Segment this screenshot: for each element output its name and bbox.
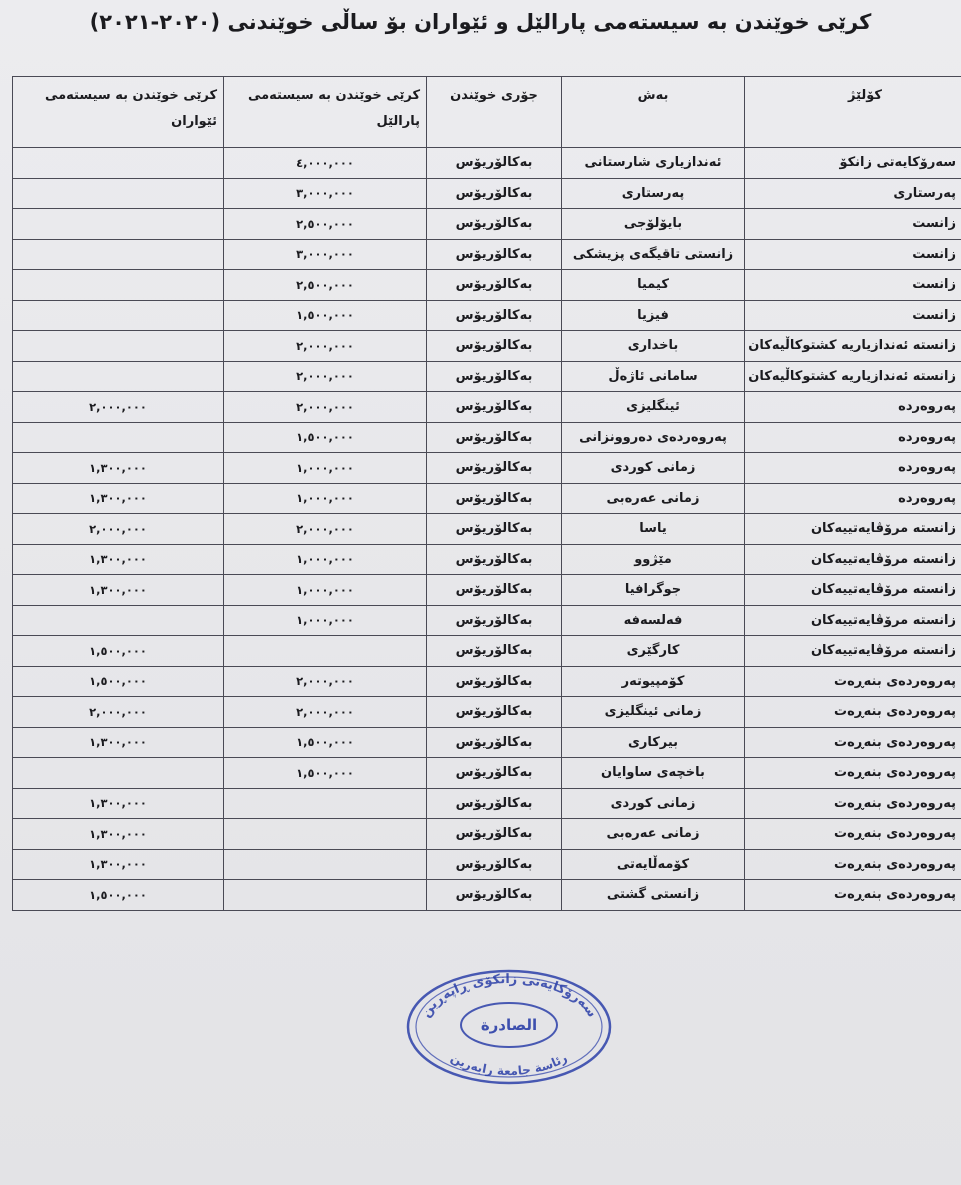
- table-row: [13, 514, 961, 545]
- table-row: [13, 331, 961, 362]
- table-row: [13, 483, 961, 514]
- cell-department: زمانی عەرەبی: [562, 483, 745, 514]
- table-row: [13, 544, 961, 575]
- page-title: کرێی خوێندن بە سیستەمی پارالێل و ئێواران بۆ ساڵی خوێندنی (٢٠٢٠-٢٠٢١): [89, 10, 872, 34]
- cell-evening-fee: ٢,٠٠٠,٠٠٠: [13, 514, 224, 545]
- stamp-top-text: سەرۆکایەتی زانکۆی ڕاپەڕین: [418, 971, 600, 1021]
- svg-text:سەرۆکایەتی زانکۆی ڕاپەڕین: [419, 972, 600, 1020]
- cell-parallel-fee: ١,٥٠٠,٠٠٠: [224, 758, 427, 789]
- stamp-center-text: الصادرة: [480, 1016, 538, 1034]
- cell-evening-fee: [13, 270, 224, 301]
- cell-study-type: بەکالۆریۆس: [427, 788, 562, 819]
- cell-college: زانست: [745, 209, 961, 240]
- cell-parallel-fee: ٢,٥٠٠,٠٠٠: [224, 209, 427, 240]
- cell-study-type: بەکالۆریۆس: [427, 239, 562, 270]
- svg-text:رئاسة جامعة رابەرین: [448, 1050, 569, 1078]
- cell-study-type: بەکالۆریۆس: [427, 148, 562, 179]
- cell-study-type: بەکالۆریۆس: [427, 697, 562, 728]
- cell-department: زمانی ئینگلیزی: [562, 697, 745, 728]
- cell-parallel-fee: [224, 788, 427, 819]
- cell-study-type: بەکالۆریۆس: [427, 178, 562, 209]
- table-row: [13, 636, 961, 667]
- cell-study-type: بەکالۆریۆس: [427, 758, 562, 789]
- cell-evening-fee: ١,٣٠٠,٠٠٠: [13, 849, 224, 880]
- cell-college: پەروەردەی بنەڕەت: [745, 666, 961, 697]
- cell-college: زانستە مرۆڤایەتییەکان: [745, 514, 961, 545]
- cell-college: زانست: [745, 239, 961, 270]
- cell-college: پەروەردە: [745, 453, 961, 484]
- cell-evening-fee: ٢,٠٠٠,٠٠٠: [13, 392, 224, 423]
- table-row: [13, 392, 961, 423]
- cell-college: پەروەردەی بنەڕەت: [745, 727, 961, 758]
- fees-table: [12, 76, 961, 911]
- cell-department: فیزیا: [562, 300, 745, 331]
- cell-department: کۆمپیوتەر: [562, 666, 745, 697]
- cell-evening-fee: [13, 209, 224, 240]
- cell-evening-fee: ١,٣٠٠,٠٠٠: [13, 819, 224, 850]
- cell-evening-fee: [13, 361, 224, 392]
- cell-department: بایۆلۆجی: [562, 209, 745, 240]
- cell-parallel-fee: ١,٥٠٠,٠٠٠: [224, 422, 427, 453]
- cell-parallel-fee: ٢,٠٠٠,٠٠٠: [224, 331, 427, 362]
- table-row: [13, 880, 961, 911]
- cell-parallel-fee: ١,٠٠٠,٠٠٠: [224, 483, 427, 514]
- cell-study-type: بەکالۆریۆس: [427, 300, 562, 331]
- cell-parallel-fee: ١,٠٠٠,٠٠٠: [224, 544, 427, 575]
- cell-parallel-fee: ١,٠٠٠,٠٠٠: [224, 575, 427, 606]
- cell-department: یاسا: [562, 514, 745, 545]
- cell-study-type: بەکالۆریۆس: [427, 270, 562, 301]
- cell-evening-fee: [13, 178, 224, 209]
- cell-study-type: بەکالۆریۆس: [427, 727, 562, 758]
- cell-department: پەروەردەی دەروونزانی: [562, 422, 745, 453]
- cell-evening-fee: ١,٥٠٠,٠٠٠: [13, 636, 224, 667]
- cell-department: سامانی ئاژەڵ: [562, 361, 745, 392]
- cell-department: زانستی گشتی: [562, 880, 745, 911]
- cell-parallel-fee: ١,٠٠٠,٠٠٠: [224, 453, 427, 484]
- cell-college: پەروەردەی بنەڕەت: [745, 788, 961, 819]
- cell-evening-fee: ١,٥٠٠,٠٠٠: [13, 880, 224, 911]
- table-row: [13, 697, 961, 728]
- cell-college: زانستە مرۆڤایەتییەکان: [745, 636, 961, 667]
- cell-parallel-fee: [224, 849, 427, 880]
- cell-study-type: بەکالۆریۆس: [427, 575, 562, 606]
- cell-college: پەروەردە: [745, 422, 961, 453]
- table-row: [13, 758, 961, 789]
- cell-evening-fee: [13, 300, 224, 331]
- cell-parallel-fee: ٢,٠٠٠,٠٠٠: [224, 361, 427, 392]
- cell-study-type: بەکالۆریۆس: [427, 819, 562, 850]
- cell-department: باخچەی ساوایان: [562, 758, 745, 789]
- cell-evening-fee: [13, 239, 224, 270]
- cell-study-type: بەکالۆریۆس: [427, 636, 562, 667]
- cell-evening-fee: ١,٣٠٠,٠٠٠: [13, 544, 224, 575]
- table-row: [13, 605, 961, 636]
- table-header-row: [13, 77, 961, 148]
- cell-parallel-fee: ٢,٠٠٠,٠٠٠: [224, 697, 427, 728]
- table-row: [13, 422, 961, 453]
- cell-parallel-fee: ٤,٠٠٠,٠٠٠: [224, 148, 427, 179]
- cell-parallel-fee: [224, 636, 427, 667]
- cell-college: سەرۆکایەتی زانکۆ: [745, 148, 961, 179]
- cell-college: زانستە ئەندازیاریە کشتوکاڵیەکان: [745, 361, 961, 392]
- cell-study-type: بەکالۆریۆس: [427, 209, 562, 240]
- table-row: [13, 788, 961, 819]
- table-row: [13, 300, 961, 331]
- header-department: بەش: [562, 77, 745, 148]
- cell-study-type: بەکالۆریۆس: [427, 422, 562, 453]
- cell-college: زانستە مرۆڤایەتییەکان: [745, 575, 961, 606]
- cell-study-type: بەکالۆریۆس: [427, 392, 562, 423]
- table-row: [13, 849, 961, 880]
- cell-department: زمانی کوردی: [562, 788, 745, 819]
- cell-parallel-fee: ١,٥٠٠,٠٠٠: [224, 300, 427, 331]
- cell-college: پەروەردە: [745, 392, 961, 423]
- table-row: [13, 575, 961, 606]
- header-parallel-fee: کرێی خوێندن بە سیستەمی پارالێل: [224, 77, 427, 148]
- cell-department: باخداری: [562, 331, 745, 362]
- cell-evening-fee: ٢,٠٠٠,٠٠٠: [13, 697, 224, 728]
- cell-college: پەروەردەی بنەڕەت: [745, 697, 961, 728]
- cell-parallel-fee: ١,٥٠٠,٠٠٠: [224, 727, 427, 758]
- cell-evening-fee: [13, 331, 224, 362]
- cell-parallel-fee: ٣,٠٠٠,٠٠٠: [224, 178, 427, 209]
- cell-parallel-fee: ٣,٠٠٠,٠٠٠: [224, 239, 427, 270]
- header-study-type: جۆری خوێندن: [427, 77, 562, 148]
- cell-department: زانستی تاقیگەی پزیشکی: [562, 239, 745, 270]
- cell-study-type: بەکالۆریۆس: [427, 544, 562, 575]
- cell-study-type: بەکالۆریۆس: [427, 849, 562, 880]
- cell-study-type: بەکالۆریۆس: [427, 453, 562, 484]
- cell-college: پەرستاری: [745, 178, 961, 209]
- cell-department: کیمیا: [562, 270, 745, 301]
- cell-college: زانست: [745, 300, 961, 331]
- cell-college: پەروەردەی بنەڕەت: [745, 819, 961, 850]
- cell-study-type: بەکالۆریۆس: [427, 605, 562, 636]
- cell-department: ئینگلیزی: [562, 392, 745, 423]
- stamp-bottom-text: رئاسة جامعة رابەرین: [448, 1050, 570, 1079]
- cell-college: پەروەردەی بنەڕەت: [745, 880, 961, 911]
- cell-college: زانستە ئەندازیاریە کشتوکاڵیەکان: [745, 331, 961, 362]
- cell-evening-fee: ١,٣٠٠,٠٠٠: [13, 727, 224, 758]
- table-row: [13, 819, 961, 850]
- table-row: [13, 727, 961, 758]
- table-row: [13, 666, 961, 697]
- cell-department: زمانی عەرەبی: [562, 819, 745, 850]
- cell-college: زانست: [745, 270, 961, 301]
- cell-parallel-fee: [224, 819, 427, 850]
- cell-evening-fee: [13, 422, 224, 453]
- cell-evening-fee: ١,٣٠٠,٠٠٠: [13, 575, 224, 606]
- cell-college: زانستە مرۆڤایەتییەکان: [745, 544, 961, 575]
- cell-department: جوگرافیا: [562, 575, 745, 606]
- cell-department: فەلسەفە: [562, 605, 745, 636]
- cell-evening-fee: [13, 148, 224, 179]
- cell-department: زمانی کوردی: [562, 453, 745, 484]
- table-row: [13, 148, 961, 179]
- cell-parallel-fee: ٢,٠٠٠,٠٠٠: [224, 666, 427, 697]
- cell-evening-fee: [13, 758, 224, 789]
- cell-department: کۆمەڵایەتی: [562, 849, 745, 880]
- cell-college: پەروەردە: [745, 483, 961, 514]
- cell-department: مێژوو: [562, 544, 745, 575]
- cell-study-type: بەکالۆریۆس: [427, 483, 562, 514]
- cell-parallel-fee: ٢,٥٠٠,٠٠٠: [224, 270, 427, 301]
- cell-evening-fee: ١,٣٠٠,٠٠٠: [13, 483, 224, 514]
- cell-department: کارگێری: [562, 636, 745, 667]
- table-row: [13, 178, 961, 209]
- table-row: [13, 209, 961, 240]
- table-row: [13, 239, 961, 270]
- table-row: [13, 453, 961, 484]
- cell-parallel-fee: ٢,٠٠٠,٠٠٠: [224, 514, 427, 545]
- cell-evening-fee: ١,٣٠٠,٠٠٠: [13, 453, 224, 484]
- header-evening-fee: کرێی خوێندن بە سیستەمی ئێواران: [13, 77, 224, 148]
- cell-college: زانستە مرۆڤایەتییەکان: [745, 605, 961, 636]
- cell-parallel-fee: ٢,٠٠٠,٠٠٠: [224, 392, 427, 423]
- cell-college: پەروەردەی بنەڕەت: [745, 758, 961, 789]
- cell-department: بیرکاری: [562, 727, 745, 758]
- cell-study-type: بەکالۆریۆس: [427, 666, 562, 697]
- cell-college: پەروەردەی بنەڕەت: [745, 849, 961, 880]
- cell-department: پەرستاری: [562, 178, 745, 209]
- table-row: [13, 361, 961, 392]
- cell-evening-fee: ١,٣٠٠,٠٠٠: [13, 788, 224, 819]
- cell-study-type: بەکالۆریۆس: [427, 361, 562, 392]
- cell-study-type: بەکالۆریۆس: [427, 514, 562, 545]
- cell-parallel-fee: ١,٠٠٠,٠٠٠: [224, 605, 427, 636]
- table-row: [13, 270, 961, 301]
- header-college: کۆلێژ: [745, 77, 961, 148]
- cell-parallel-fee: [224, 880, 427, 911]
- university-stamp: [404, 967, 614, 1087]
- cell-study-type: بەکالۆریۆس: [427, 880, 562, 911]
- cell-study-type: بەکالۆریۆس: [427, 331, 562, 362]
- cell-evening-fee: ١,٥٠٠,٠٠٠: [13, 666, 224, 697]
- cell-evening-fee: [13, 605, 224, 636]
- cell-department: ئەندازیاری شارستانی: [562, 148, 745, 179]
